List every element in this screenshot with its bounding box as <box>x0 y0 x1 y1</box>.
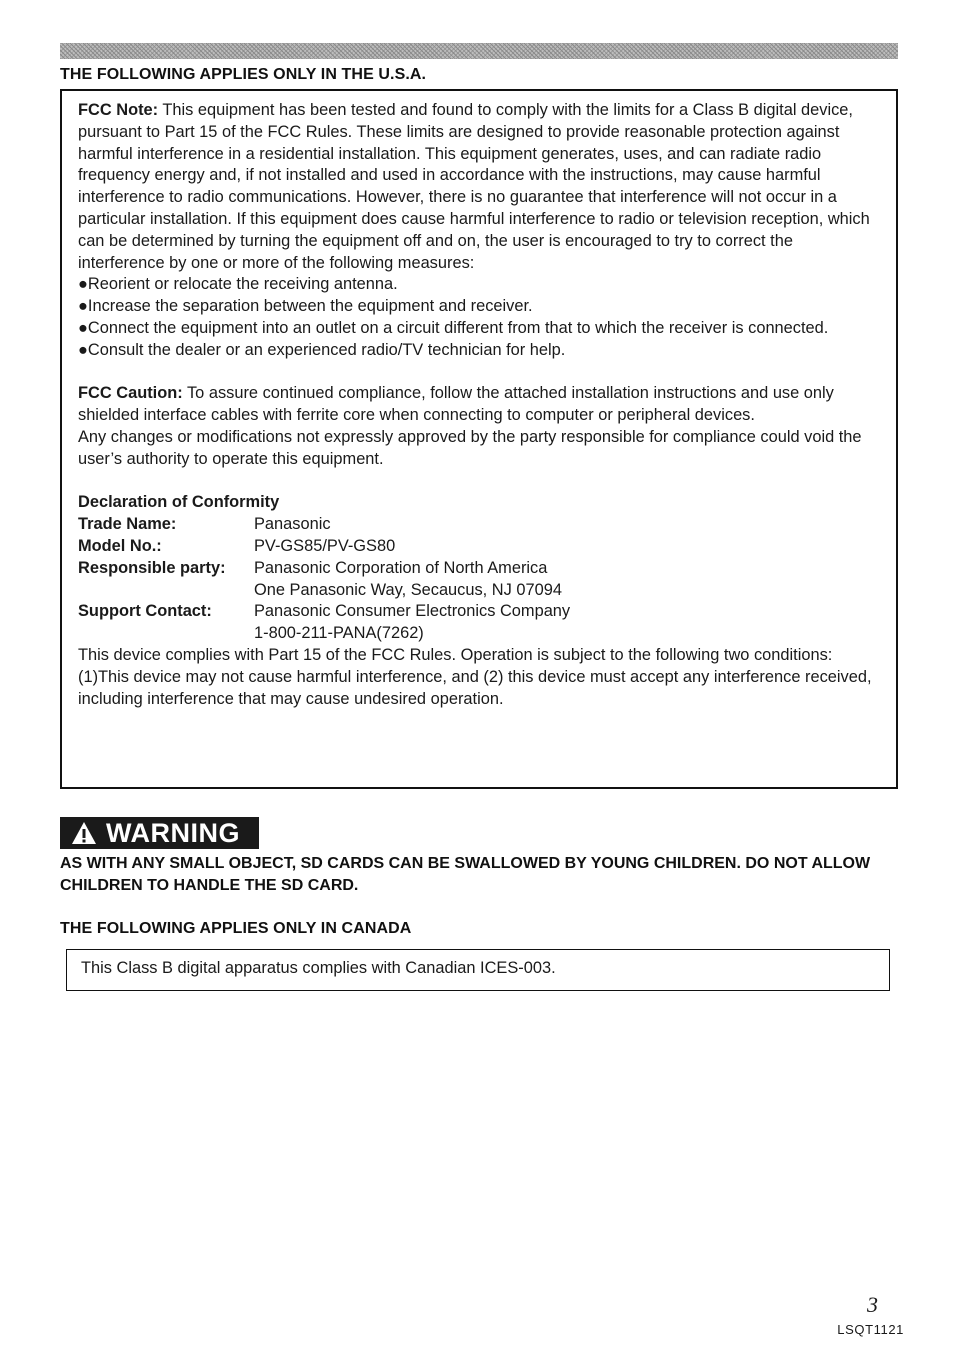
fcc-caution-paragraph <box>78 383 880 427</box>
canada-text: This Class B digital apparatus complies with Canadian ICES-003. <box>81 959 556 977</box>
warning-badge-label: WARNING <box>106 817 240 848</box>
canada-box <box>66 949 890 991</box>
trade-name-label: Trade Name: <box>78 515 177 534</box>
compliance-paragraph: This device complies with Part 15 of the FCC Rules. Operation is subject to the following two conditions: (1)This device may not cause harmful interference, and (2) this device must accept any interference received, including interference that may cause undesired operation. <box>78 645 872 708</box>
fcc-note-label: FCC Note: <box>78 101 159 119</box>
table-row <box>78 601 570 645</box>
top-pattern-bar <box>60 43 898 59</box>
fcc-caution-text: To assure continued compliance, follow the attached installation instructions and use only shielded interface cables with ferrite core when connecting to computer or peripheral devices. <box>78 384 834 425</box>
fcc-note-text: This equipment has been tested and found to comply with the limits for a Class B digital device, pursuant to Part 15 of the FCC Rules. These limits are designed to provide reasonable protection against harmful interference in a residential installation. This equipment generates, uses, and can radiate radio frequency energy and, if not installed and used in accordance with the instructions, may cause harmful interference to radio communications. However, there is no guarantee that interference will not occur in a particular installation. If this equipment does cause harmful interference to radio or television reception, which can be determined by turning the equipment off and on, the user is encouraged to try to correct the interference by one or more of the following measures: <box>78 101 870 272</box>
table-row <box>78 536 570 558</box>
table-row <box>78 558 570 602</box>
declaration-title: Declaration of Conformity <box>78 493 280 512</box>
bullet-item: ●Reorient or relocate the receiving antenna. <box>78 275 398 294</box>
document-code: LSQT1121 <box>837 1322 904 1337</box>
party-value-line-2: One Panasonic Way, Secaucus, NJ 07094 <box>254 580 562 599</box>
fcc-caution-label: FCC Caution: <box>78 384 183 403</box>
fcc-note-paragraph <box>78 100 880 274</box>
party-value-line-1: Panasonic Corporation of North America <box>254 558 548 577</box>
table-row <box>78 514 570 536</box>
canada-heading: THE FOLLOWING APPLIES ONLY IN CANADA <box>60 920 412 937</box>
support-value-line-2: 1-800-211-PANA(7262) <box>254 624 424 643</box>
usa-fcc-box <box>60 89 898 789</box>
model-value: PV-GS85/PV-GS80 <box>254 536 396 555</box>
usa-heading: THE FOLLOWING APPLIES ONLY IN THE U.S.A. <box>60 66 427 83</box>
bullet-item: ●Increase the separation between the equipment and receiver. <box>78 297 533 316</box>
changes-paragraph: Any changes or modifications not expressly approved by the party responsible for compliance could void the user’s authority to operate this equipment. <box>78 427 862 468</box>
party-value <box>254 558 570 602</box>
warning-triangle-icon <box>70 820 98 846</box>
declaration-table <box>78 514 570 645</box>
support-value-line-1: Panasonic Consumer Electronics Company <box>254 602 571 621</box>
model-label: Model No.: <box>78 536 162 555</box>
bullet-item: ●Consult the dealer or an experienced radio/TV technician for help. <box>78 340 566 359</box>
trade-name-value: Panasonic <box>254 515 331 534</box>
warning-badge <box>60 817 259 849</box>
support-value <box>254 601 570 645</box>
support-label: Support Contact: <box>78 602 212 621</box>
page-number: 3 <box>867 1292 878 1317</box>
bullet-item: ●Connect the equipment into an outlet on a circuit different from that to which the receiver is connected. <box>78 318 829 337</box>
warning-text: AS WITH ANY SMALL OBJECT, SD CARDS CAN BE SWALLOWED BY YOUNG CHILDREN. DO NOT ALLOW CHILDREN TO HANDLE THE SD CARD. <box>60 855 871 894</box>
party-label: Responsible party: <box>78 558 226 577</box>
